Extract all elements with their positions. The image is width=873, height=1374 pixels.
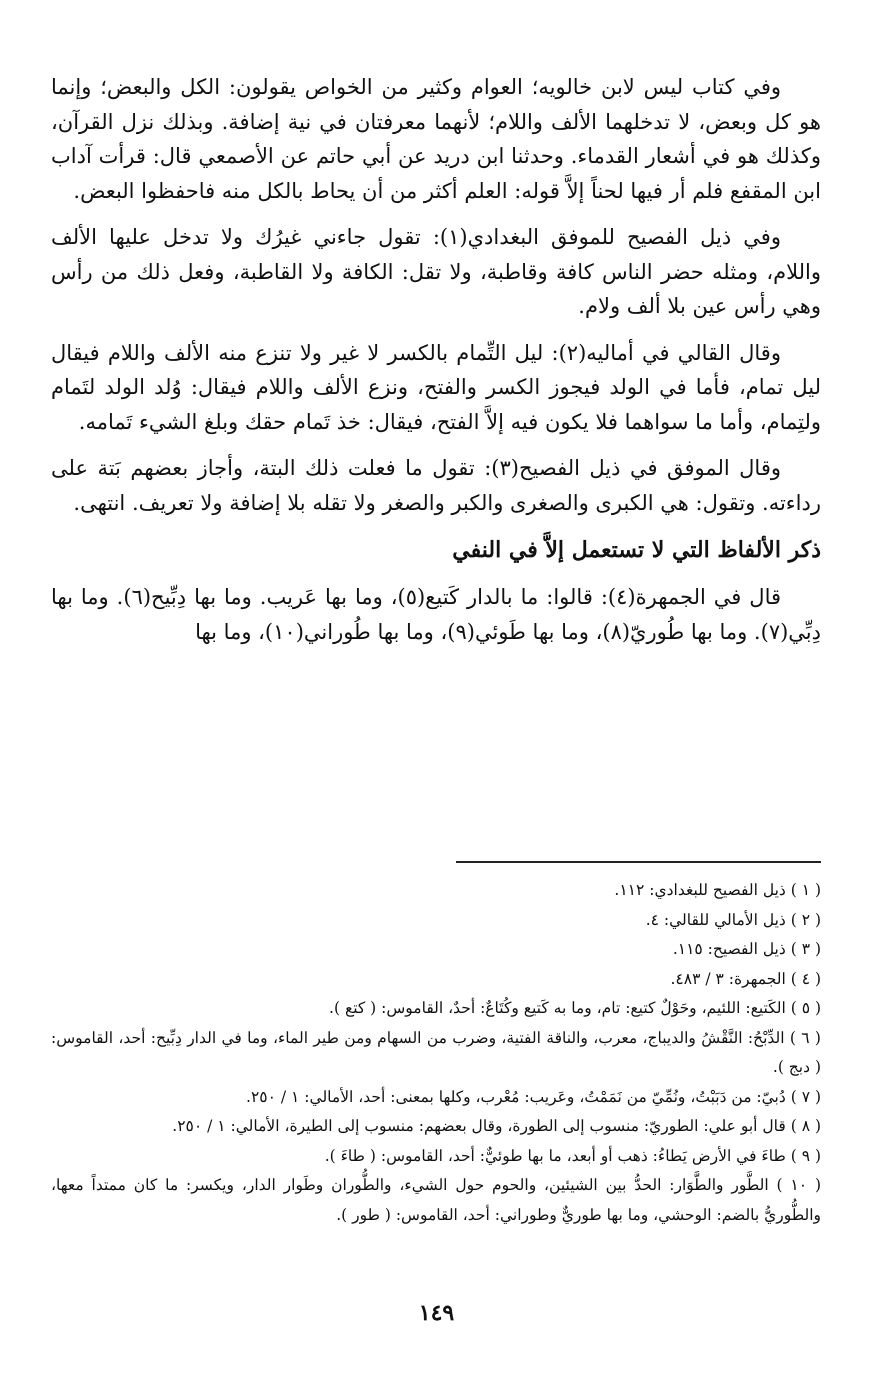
main-text — [51, 70, 821, 661]
section-heading: ذكر الألفاظ التي لا تستعمل إلاَّ في النفي — [452, 537, 821, 563]
paragraph: وقال القالي في أماليه(٢): ليل التِّمام بالكسر لا غير ولا تنزع منه الألف واللام فيقال ليل تمام، فأما في الولد فيجوز الكسر والفتح، ونزع الألف واللام فيقال: وُلد الولد لتَمام ولتِمام، وأما ما سواهما فلا يكون فيه إلاَّ الفتح، فيقال: خذ تَمام حقك وبلغ الشيء تَمامه. — [51, 340, 821, 434]
footnote: ( ١٠ ) الطَّور والطَّوَار: الحدُّ بين الشيئين، والحوم حول الشيء، والطُّوران وطَوار الدار، ويكسر: ما كان ممتداً معها، والطُّوريُّ بالضم: الوحشي، وما بها طوريٌّ وطوراني: أحد، القاموس: ( طور ). — [51, 1176, 821, 1224]
footnote: ( ١ ) ذيل الفصيح للبغدادي: ١١٢. — [614, 881, 821, 899]
page-number: ١٤٩ — [418, 1300, 455, 1326]
footnotes — [51, 876, 821, 1230]
footnote: ( ٨ ) قال أبو علي: الطوريّ: منسوب إلى الطورة، وقال بعضهم: منسوب إلى الطيرة، الأمالي: ١ / ٢٥٠. — [172, 1117, 821, 1135]
footnote: ( ٥ ) الكَتيع: اللئيم، وحَوْلٌ كتيع: تام، وما به كَتيع وكُتَاعٌ: أحدٌ، القاموس: ( كتع ). — [329, 999, 821, 1017]
footnote: ( ٩ ) طاءَ في الأرض يَطاءُ: ذهب أو أبعد، ما بها طوئيٌّ: أحد، القاموس: ( طاءَ ). — [324, 1146, 821, 1165]
paragraph: وفي ذيل الفصيح للموفق البغدادي(١): تقول جاءني غيرُك ولا تدخل عليها الألف واللام، ومثله حضر الناس كافة وقاطبة، ولا تقل: الكافة ولا القاطبة، وفعل ذلك من رأس وهي رأس عين بلا ألف ولام. — [51, 225, 821, 318]
footnote-divider — [456, 861, 821, 863]
paragraph: وفي كتاب ليس لابن خالويه؛ العوام وكثير من الخواص يقولون: الكل والبعض؛ وإنما هو كل وبعض، لا تدخلهما الألف واللام؛ لأنهما معرفتان في نية إضافة. وبذلك نزل القرآن، وكذلك هو في أشعار القدماء. وحدثنا ابن دريد عن أبي حاتم عن الأصمعي قال: قرأت آداب ابن المقفع فلم أر فيها لحناً إلاَّ قوله: العلم أكثر من أن يحاط بالكل منه فاحفظوا البعض. — [51, 75, 821, 203]
paragraph: قال في الجمهرة(٤): قالوا: ما بالدار كَتيع(٥)، وما بها عَريب. وما بها دِبِّيح(٦). وما بها دِبِّي(٧). وما بها طُوريّ(٨)، وما بها طَوئي(٩)، وما بها طُوراني(١٠)، وما بها — [51, 585, 821, 644]
footnote: ( ٧ ) دُبيّ: من دَبَبْتُ، ونُمِّيّ من نَمَمْتُ، وعَريب: مُعْرب، وكلها بمعنى: أحد، الأمالي: ١ / ٢٥٠. — [246, 1087, 821, 1106]
paragraph: وقال الموفق في ذيل الفصيح(٣): تقول ما فعلت ذلك البتة، وأجاز بعضهم بَتة على رداءته. وتقول: هي الكبرى والصغرى والكبر والصغر ولا تقله بلا إضافة ولا تعريف. انتهى. — [51, 456, 821, 515]
footnote: ( ٤ ) الجمهرة: ٣ / ٤٨٣. — [670, 969, 821, 988]
footnote: ( ٦ ) الدِّبْحُ: النَّقْشُ والديباج، معرب، والناقة الفتية، وضرب من السهام ومن طير الماء، وما في الدار دِبِّيح: أحد، القاموس: ( دبج ). — [51, 1028, 821, 1076]
footnote: ( ٣ ) ذيل الفصيح: ١١٥. — [672, 940, 821, 958]
footnote: ( ٢ ) ذيل الأمالي للقالي: ٤. — [645, 910, 821, 929]
